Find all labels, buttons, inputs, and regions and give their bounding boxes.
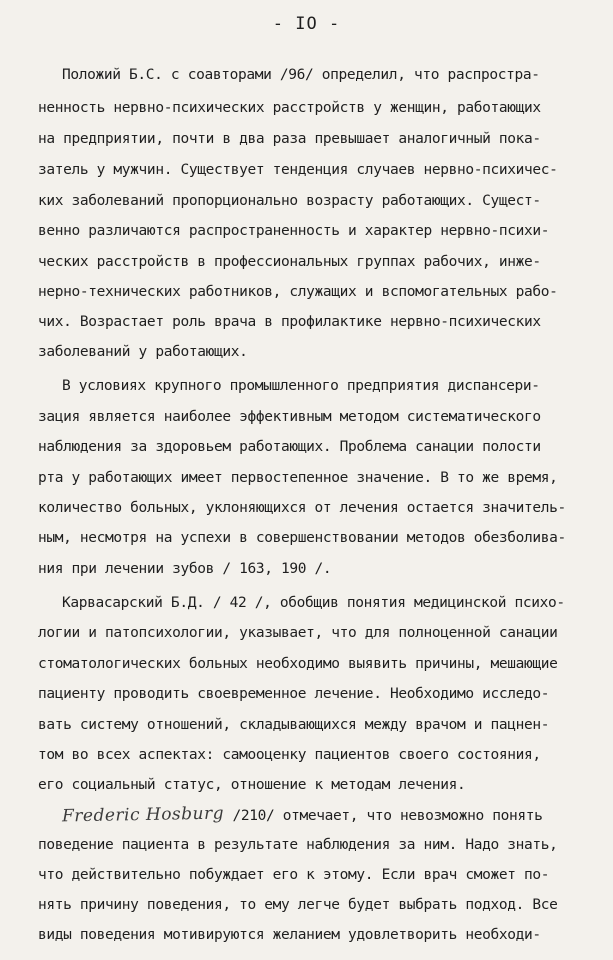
text-line: ких заболеваний пропорционально возрасту работающих. Сущест-: [38, 193, 541, 209]
text-line: рта у работающих имеет первостепенное значение. В то же время,: [38, 470, 558, 486]
text-line: Карвасарский Б.Д. / 42 /, обобщив понятия медицинской психо-: [62, 595, 565, 611]
text-line: Положий Б.С. с соавторами /96/ определил, что распростра-: [62, 67, 540, 83]
text-line: ческих расстройств в профессиональных группах рабочих, инже-: [38, 254, 541, 270]
text-line: В условиях крупного промышленного предприятия диспансери-: [62, 378, 540, 394]
text-line-fragment: /210/ отмечает, что невозможно понять: [232, 808, 543, 824]
text-line: венно различаются распространенность и характер нервно-психи-: [38, 223, 550, 239]
text-line: наблюдения за здоровьем работающих. Проблема санации полости: [38, 439, 541, 455]
text-line: на предприятии, почти в два раза превышает аналогичный пока-: [38, 131, 541, 147]
text-line: зация является наиболее эффективным методом систематического: [38, 409, 541, 425]
text-line: виды поведения мотивируются желанием удовлетворить необходи-: [38, 927, 541, 943]
text-line: его социальный статус, отношение к методам лечения.: [38, 777, 466, 793]
page-number: - IO -: [272, 14, 341, 34]
text-line: ным, несмотря на успехи в совершенствовании методов обезболива-: [38, 530, 566, 546]
text-line: пациенту проводить своевременное лечение. Необходимо исследо-: [38, 686, 550, 702]
text-line: количество больных, уклоняющихся от лечения остается значитель-: [38, 500, 566, 516]
text-line: логии и патопсихологии, указывает, что для полноценной санации: [38, 625, 558, 641]
text-line: заболеваний у работающих.: [38, 344, 248, 360]
text-line: нять причину поведения, то ему легче будет выбрать подход. Все: [38, 897, 558, 913]
text-line: том во всех аспектах: самооценку пациентов своего состояния,: [38, 747, 541, 763]
text-line: стоматологических больных необходимо выявить причины, мешающие: [38, 656, 558, 672]
text-line: нерно-технических работников, служащих и вспомогательных рабо-: [38, 284, 558, 300]
text-line: вать систему отношений, складывающихся между врачом и пацнен-: [38, 717, 550, 733]
text-line: чих. Возрастает роль врача в профилактике нервно-психических: [38, 314, 541, 330]
text-line: затель у мужчин. Существует тенденция случаев нервно-психичес-: [38, 162, 558, 178]
handwritten-name: Frederic Hosburg: [61, 803, 225, 827]
text-line: ненность нервно-психических расстройств у женщин, работающих: [38, 100, 541, 116]
text-line: что действительно побуждает его к этому. Если врач сможет по-: [38, 867, 550, 883]
text-line: [61, 803, 543, 827]
text-line: ния при лечении зубов / 163, 190 /.: [38, 561, 332, 577]
text-line: поведение пациента в результате наблюдения за ним. Надо знать,: [38, 837, 558, 853]
